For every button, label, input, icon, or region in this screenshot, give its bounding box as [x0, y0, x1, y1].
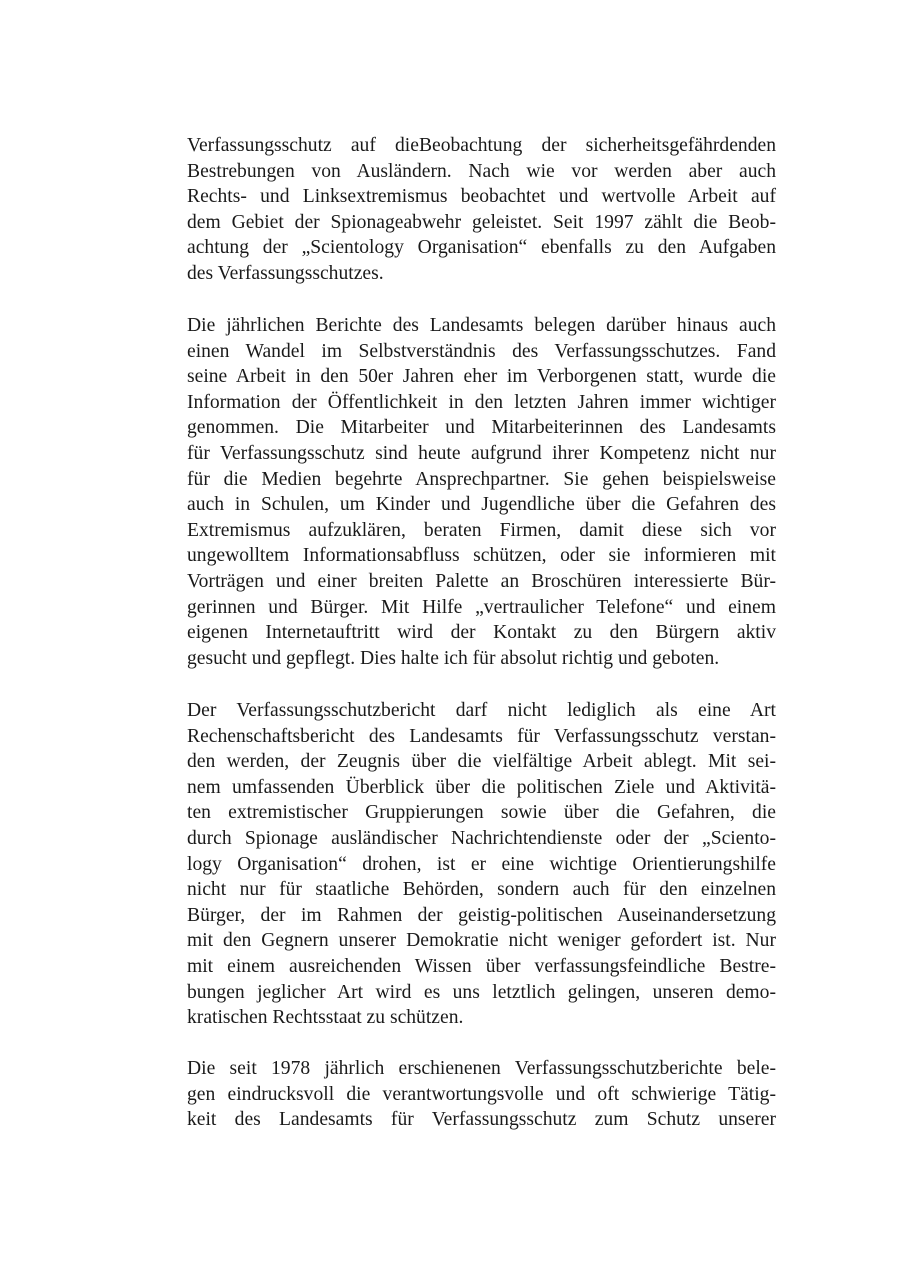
- text-line: logy Organisation“ drohen, ist er eine wichtige Orientierungshilfe: [187, 853, 776, 875]
- paragraph-3: [187, 698, 776, 1031]
- text-line: gesucht und gepflegt. Dies halte ich für absolut richtig und geboten.: [187, 647, 720, 669]
- text-line: achtung der „Scientology Organisation“ ebenfalls zu den Aufgaben: [187, 237, 776, 259]
- paragraph-2: [187, 313, 776, 671]
- text-line: Bürger, der im Rahmen der geistig-politischen Auseinandersetzung: [187, 904, 776, 926]
- text-line: bungen jeglicher Art wird es uns letztlich gelingen, unseren demo-: [187, 981, 776, 1003]
- text-line: keit des Landesamts für Verfassungsschutz zum Schutz unserer: [187, 1109, 776, 1131]
- text-line: Die jährlichen Berichte des Landesamts belegen darüber hinaus auch: [187, 315, 776, 336]
- text-line: mit den Gegnern unserer Demokratie nicht weniger gefordert ist. Nur: [187, 930, 776, 952]
- text-line: seine Arbeit in den 50er Jahren eher im Verborgenen statt, wurde die: [187, 366, 776, 388]
- text-line: durch Spionage ausländischer Nachrichtendienste oder der „Sciento-: [187, 827, 776, 849]
- text-line: für die Medien begehrte Ansprechpartner. Sie gehen beispielsweise: [187, 468, 776, 490]
- text-line: ten extremistischer Gruppierungen sowie über die Gefahren, die: [187, 802, 776, 824]
- paragraph-4: [187, 1056, 776, 1133]
- text-line: kratischen Rechtsstaat zu schützen.: [187, 1007, 464, 1029]
- text-line: nicht nur für staatliche Behörden, sondern auch für den einzelnen: [187, 879, 776, 901]
- text-line: Information der Öffentlichkeit in den letzten Jahren immer wichtiger: [187, 391, 776, 413]
- text-line: ungewolltem Informationsabfluss schützen, oder sie informieren mit: [187, 545, 776, 567]
- text-line: auch in Schulen, um Kinder und Jugendliche über die Gefahren des: [187, 494, 776, 516]
- text-line: Extremismus aufzuklären, beraten Firmen, damit diese sich vor: [187, 519, 776, 541]
- text-line: Rechenschaftsbericht des Landesamts für Verfassungsschutz verstan-: [187, 725, 776, 747]
- text-line: gerinnen und Bürger. Mit Hilfe „vertraulicher Telefone“ und einem: [187, 596, 776, 618]
- text-line: einen Wandel im Selbstverständnis des Verfassungsschutzes. Fand: [187, 340, 776, 362]
- text-line: eigenen Internetauftritt wird der Kontakt zu den Bürgern aktiv: [187, 622, 776, 644]
- text-line: dem Gebiet der Spionageabwehr geleistet. Seit 1997 zählt die Beob-: [187, 211, 776, 233]
- paragraph-1: [187, 133, 776, 287]
- text-line: mit einem ausreichenden Wissen über verfassungsfeindliche Bestre-: [187, 955, 776, 977]
- text-line: des Verfassungsschutzes.: [187, 262, 384, 284]
- text-line: genommen. Die Mitarbeiter und Mitarbeiterinnen des Landesamts: [187, 417, 776, 439]
- text-line: gen eindrucksvoll die verantwortungsvolle und oft schwierige Tätig-: [187, 1083, 776, 1105]
- text-line: den werden, der Zeugnis über die vielfältige Arbeit ablegt. Mit sei-: [187, 751, 776, 773]
- text-line: Die seit 1978 jährlich erschienenen Verfassungsschutzberichte bele-: [187, 1058, 776, 1079]
- text-line: Vorträgen und einer breiten Palette an Broschüren interessierte Bür-: [187, 570, 776, 592]
- text-line: Der Verfassungsschutzbericht darf nicht lediglich als eine Art: [187, 700, 776, 721]
- text-line: Bestrebungen von Ausländern. Nach wie vor werden aber auch: [187, 160, 776, 182]
- text-line: Verfassungsschutz auf dieBeobachtung der sicherheitsgefährdenden: [187, 135, 776, 156]
- text-line: Rechts- und Linksextremismus beobachtet und wertvolle Arbeit auf: [187, 186, 776, 208]
- text-line: nem umfassenden Überblick über die politischen Ziele und Aktivitä-: [187, 776, 776, 798]
- text-line: für Verfassungsschutz sind heute aufgrund ihrer Kompetenz nicht nur: [187, 442, 776, 464]
